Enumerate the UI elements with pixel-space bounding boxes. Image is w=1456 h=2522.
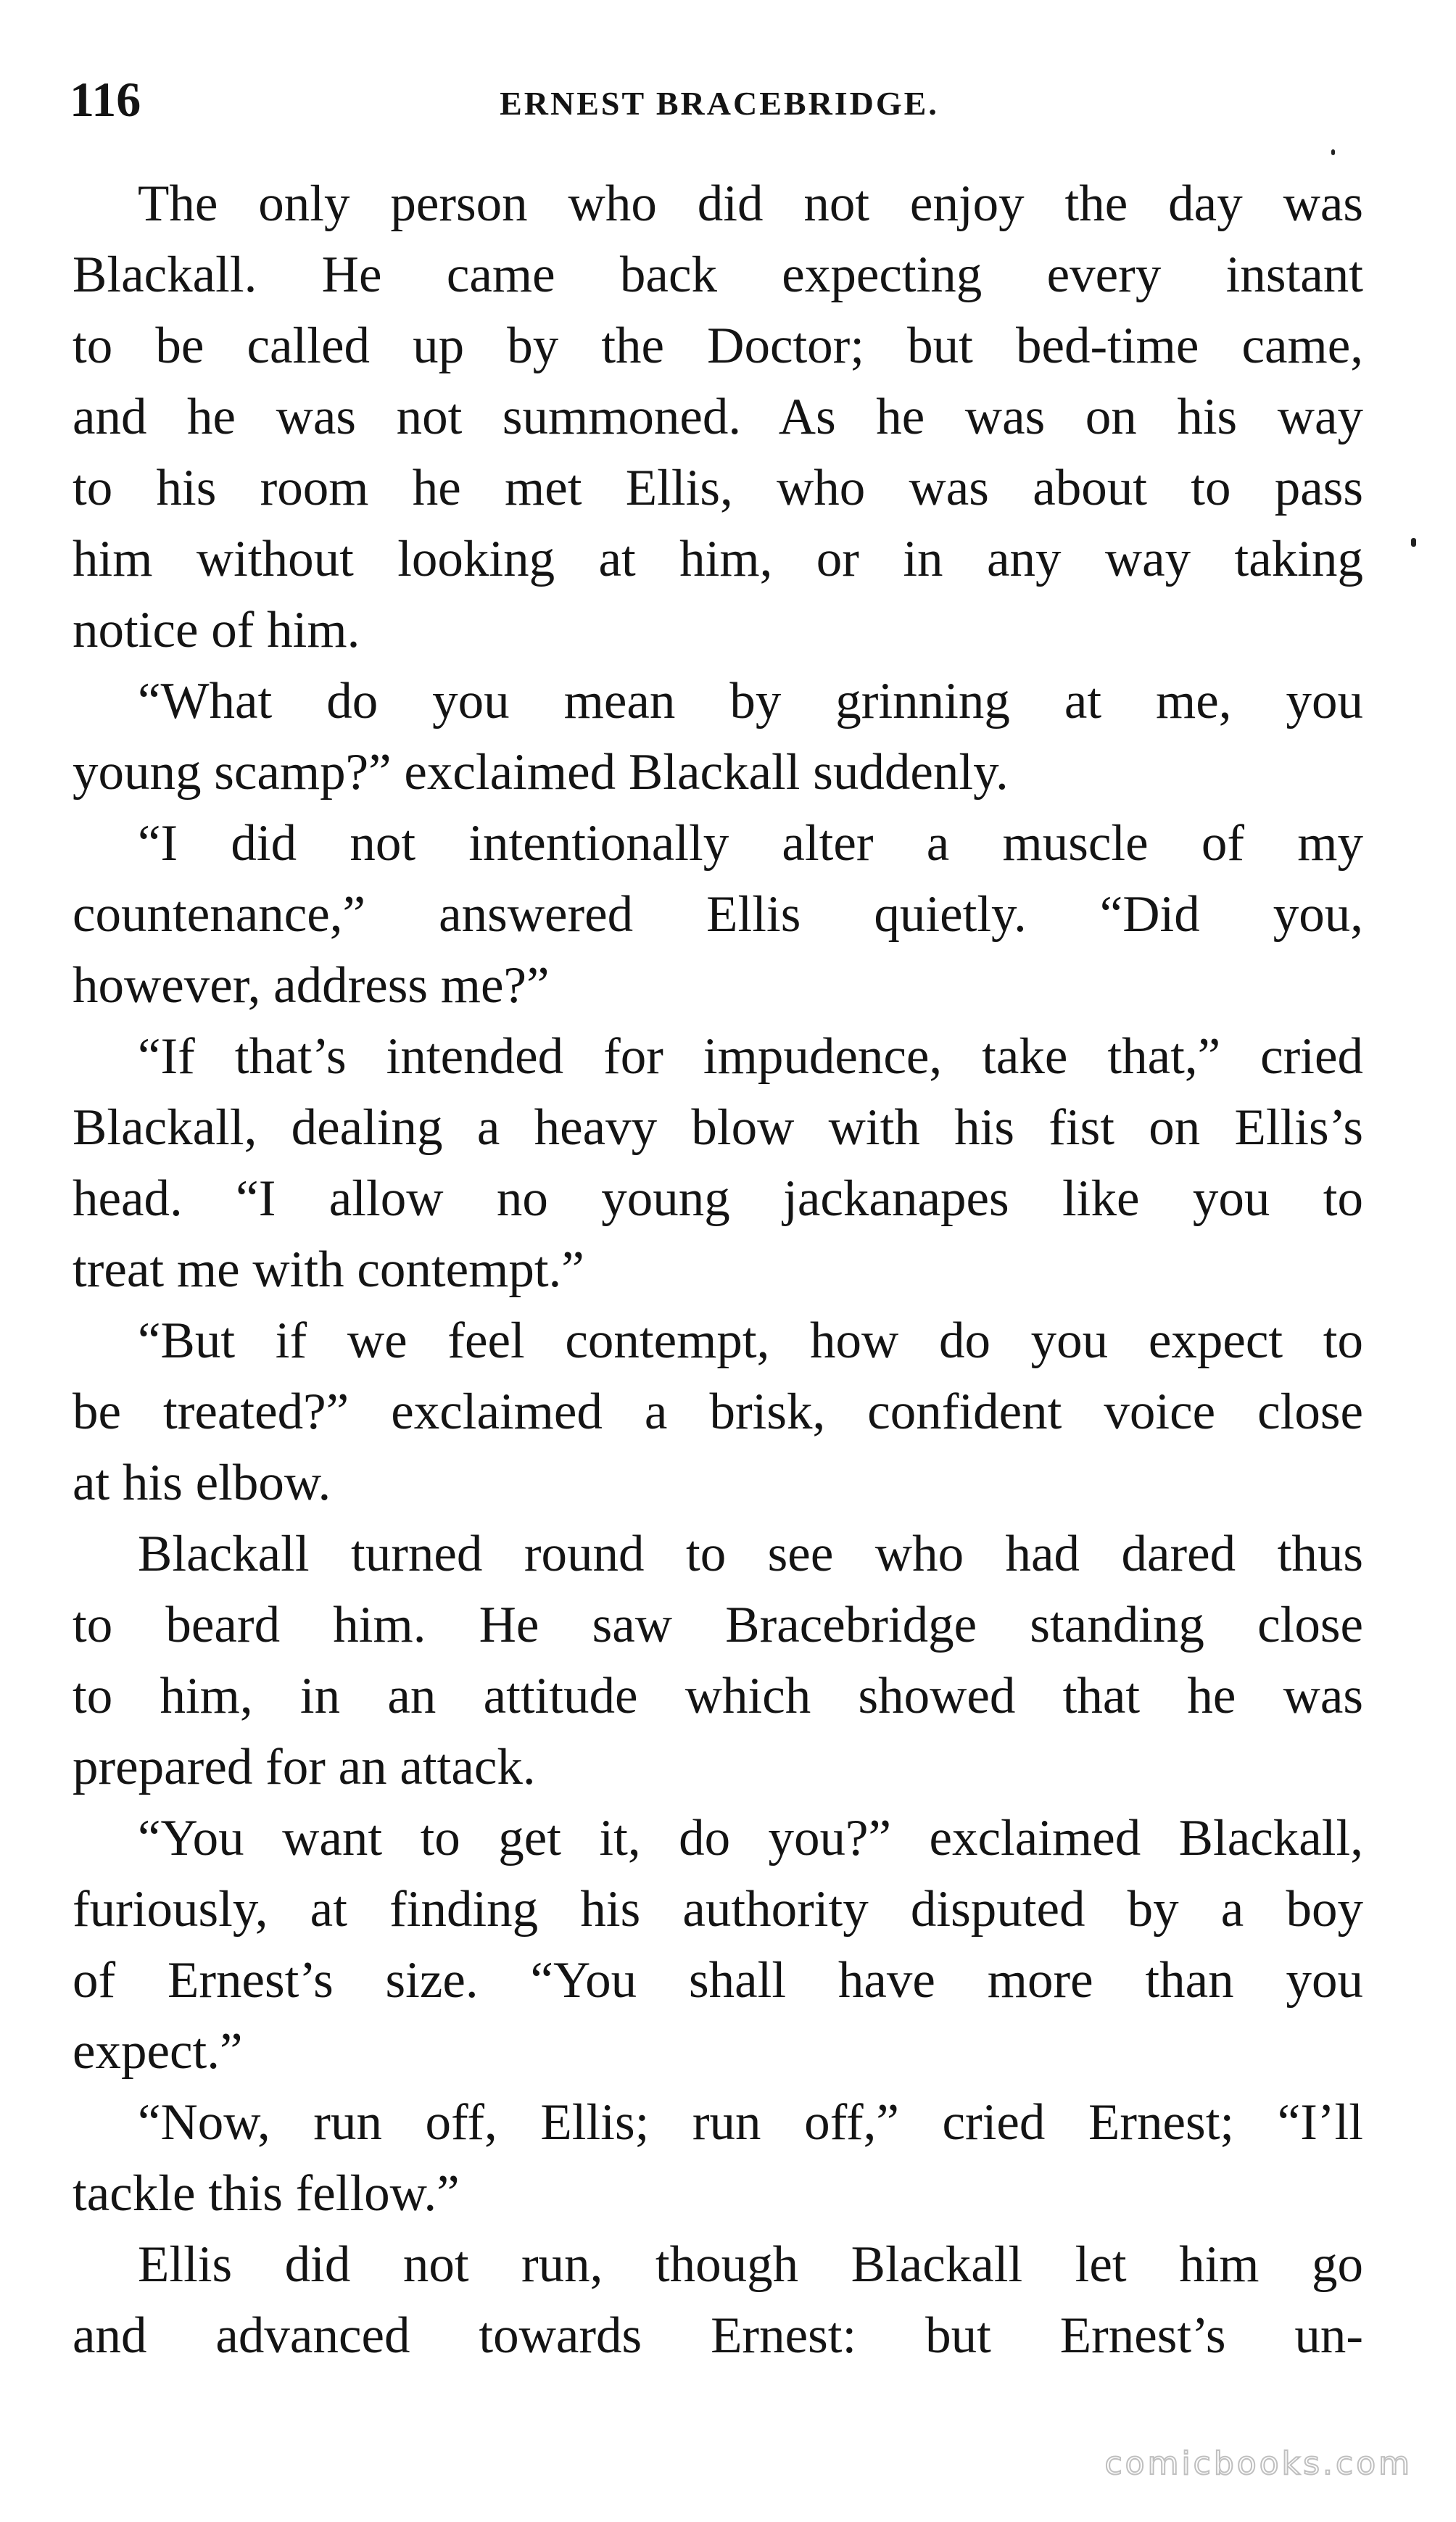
text-line: furiously, at finding his authority disputed by a boy bbox=[73, 1881, 1363, 1938]
text-line: Blackall, dealing a heavy blow with his fist on Ellis’s bbox=[73, 1099, 1363, 1156]
running-title: ERNEST BRACEBRIDGE. bbox=[500, 85, 939, 122]
text-line: “But if we feel contempt, how do you expect to bbox=[138, 1312, 1363, 1369]
text-line: be treated?” exclaimed a brisk, confident voice close bbox=[73, 1384, 1363, 1440]
text-line: him without looking at him, or in any way taking bbox=[73, 531, 1363, 587]
text-line: countenance,” answered Ellis quietly. “Did you, bbox=[73, 886, 1363, 943]
body-text bbox=[73, 168, 1363, 2371]
text-line: to his room he met Ellis, who was about to pass bbox=[73, 460, 1363, 516]
text-line: Blackall turned round to see who had dared thus bbox=[138, 1526, 1363, 1582]
text-line: “If that’s intended for impudence, take that,” cried bbox=[138, 1028, 1363, 1085]
page-number: 116 bbox=[70, 72, 141, 127]
text-line: “Now, run off, Ellis; run off,” cried Ernest; “I’ll bbox=[138, 2094, 1363, 2151]
ink-speck bbox=[1331, 149, 1335, 155]
text-line: “What do you mean by grinning at me, you bbox=[138, 673, 1363, 729]
text-line: head. “I allow no young jackanapes like you to bbox=[73, 1170, 1363, 1227]
text-line: and he was not summoned. As he was on his way bbox=[73, 389, 1363, 445]
text-line: and advanced towards Ernest: but Ernest’s un- bbox=[73, 2307, 1363, 2364]
text-line: at his elbow. bbox=[73, 1455, 331, 1511]
text-line: expect.” bbox=[73, 2023, 243, 2080]
text-line: “I did not intentionally alter a muscle of my bbox=[138, 815, 1363, 872]
text-line: of Ernest’s size. “You shall have more than you bbox=[73, 1952, 1363, 2009]
text-line: young scamp?” exclaimed Blackall suddenly. bbox=[73, 744, 1009, 801]
text-line: “You want to get it, do you?” exclaimed Blackall, bbox=[138, 1810, 1363, 1866]
text-line: to beard him. He saw Bracebridge standing close bbox=[73, 1597, 1363, 1653]
text-line: to be called up by the Doctor; but bed-time came, bbox=[73, 318, 1363, 374]
text-line: prepared for an attack. bbox=[73, 1739, 536, 1795]
text-line: tackle this fellow.” bbox=[73, 2165, 460, 2222]
text-line: treat me with contempt.” bbox=[73, 1241, 584, 1298]
text-line: notice of him. bbox=[73, 602, 360, 658]
text-line: Ellis did not run, though Blackall let him go bbox=[138, 2236, 1363, 2293]
watermark: comicbooks.com bbox=[1104, 2445, 1412, 2482]
text-line: Blackall. He came back expecting every instant bbox=[73, 247, 1363, 303]
text-line: to him, in an attitude which showed that he was bbox=[73, 1668, 1363, 1724]
text-line: The only person who did not enjoy the day was bbox=[138, 175, 1363, 232]
ink-speck bbox=[1411, 538, 1416, 547]
text-line: however, address me?” bbox=[73, 957, 550, 1014]
page-header bbox=[70, 67, 1369, 132]
